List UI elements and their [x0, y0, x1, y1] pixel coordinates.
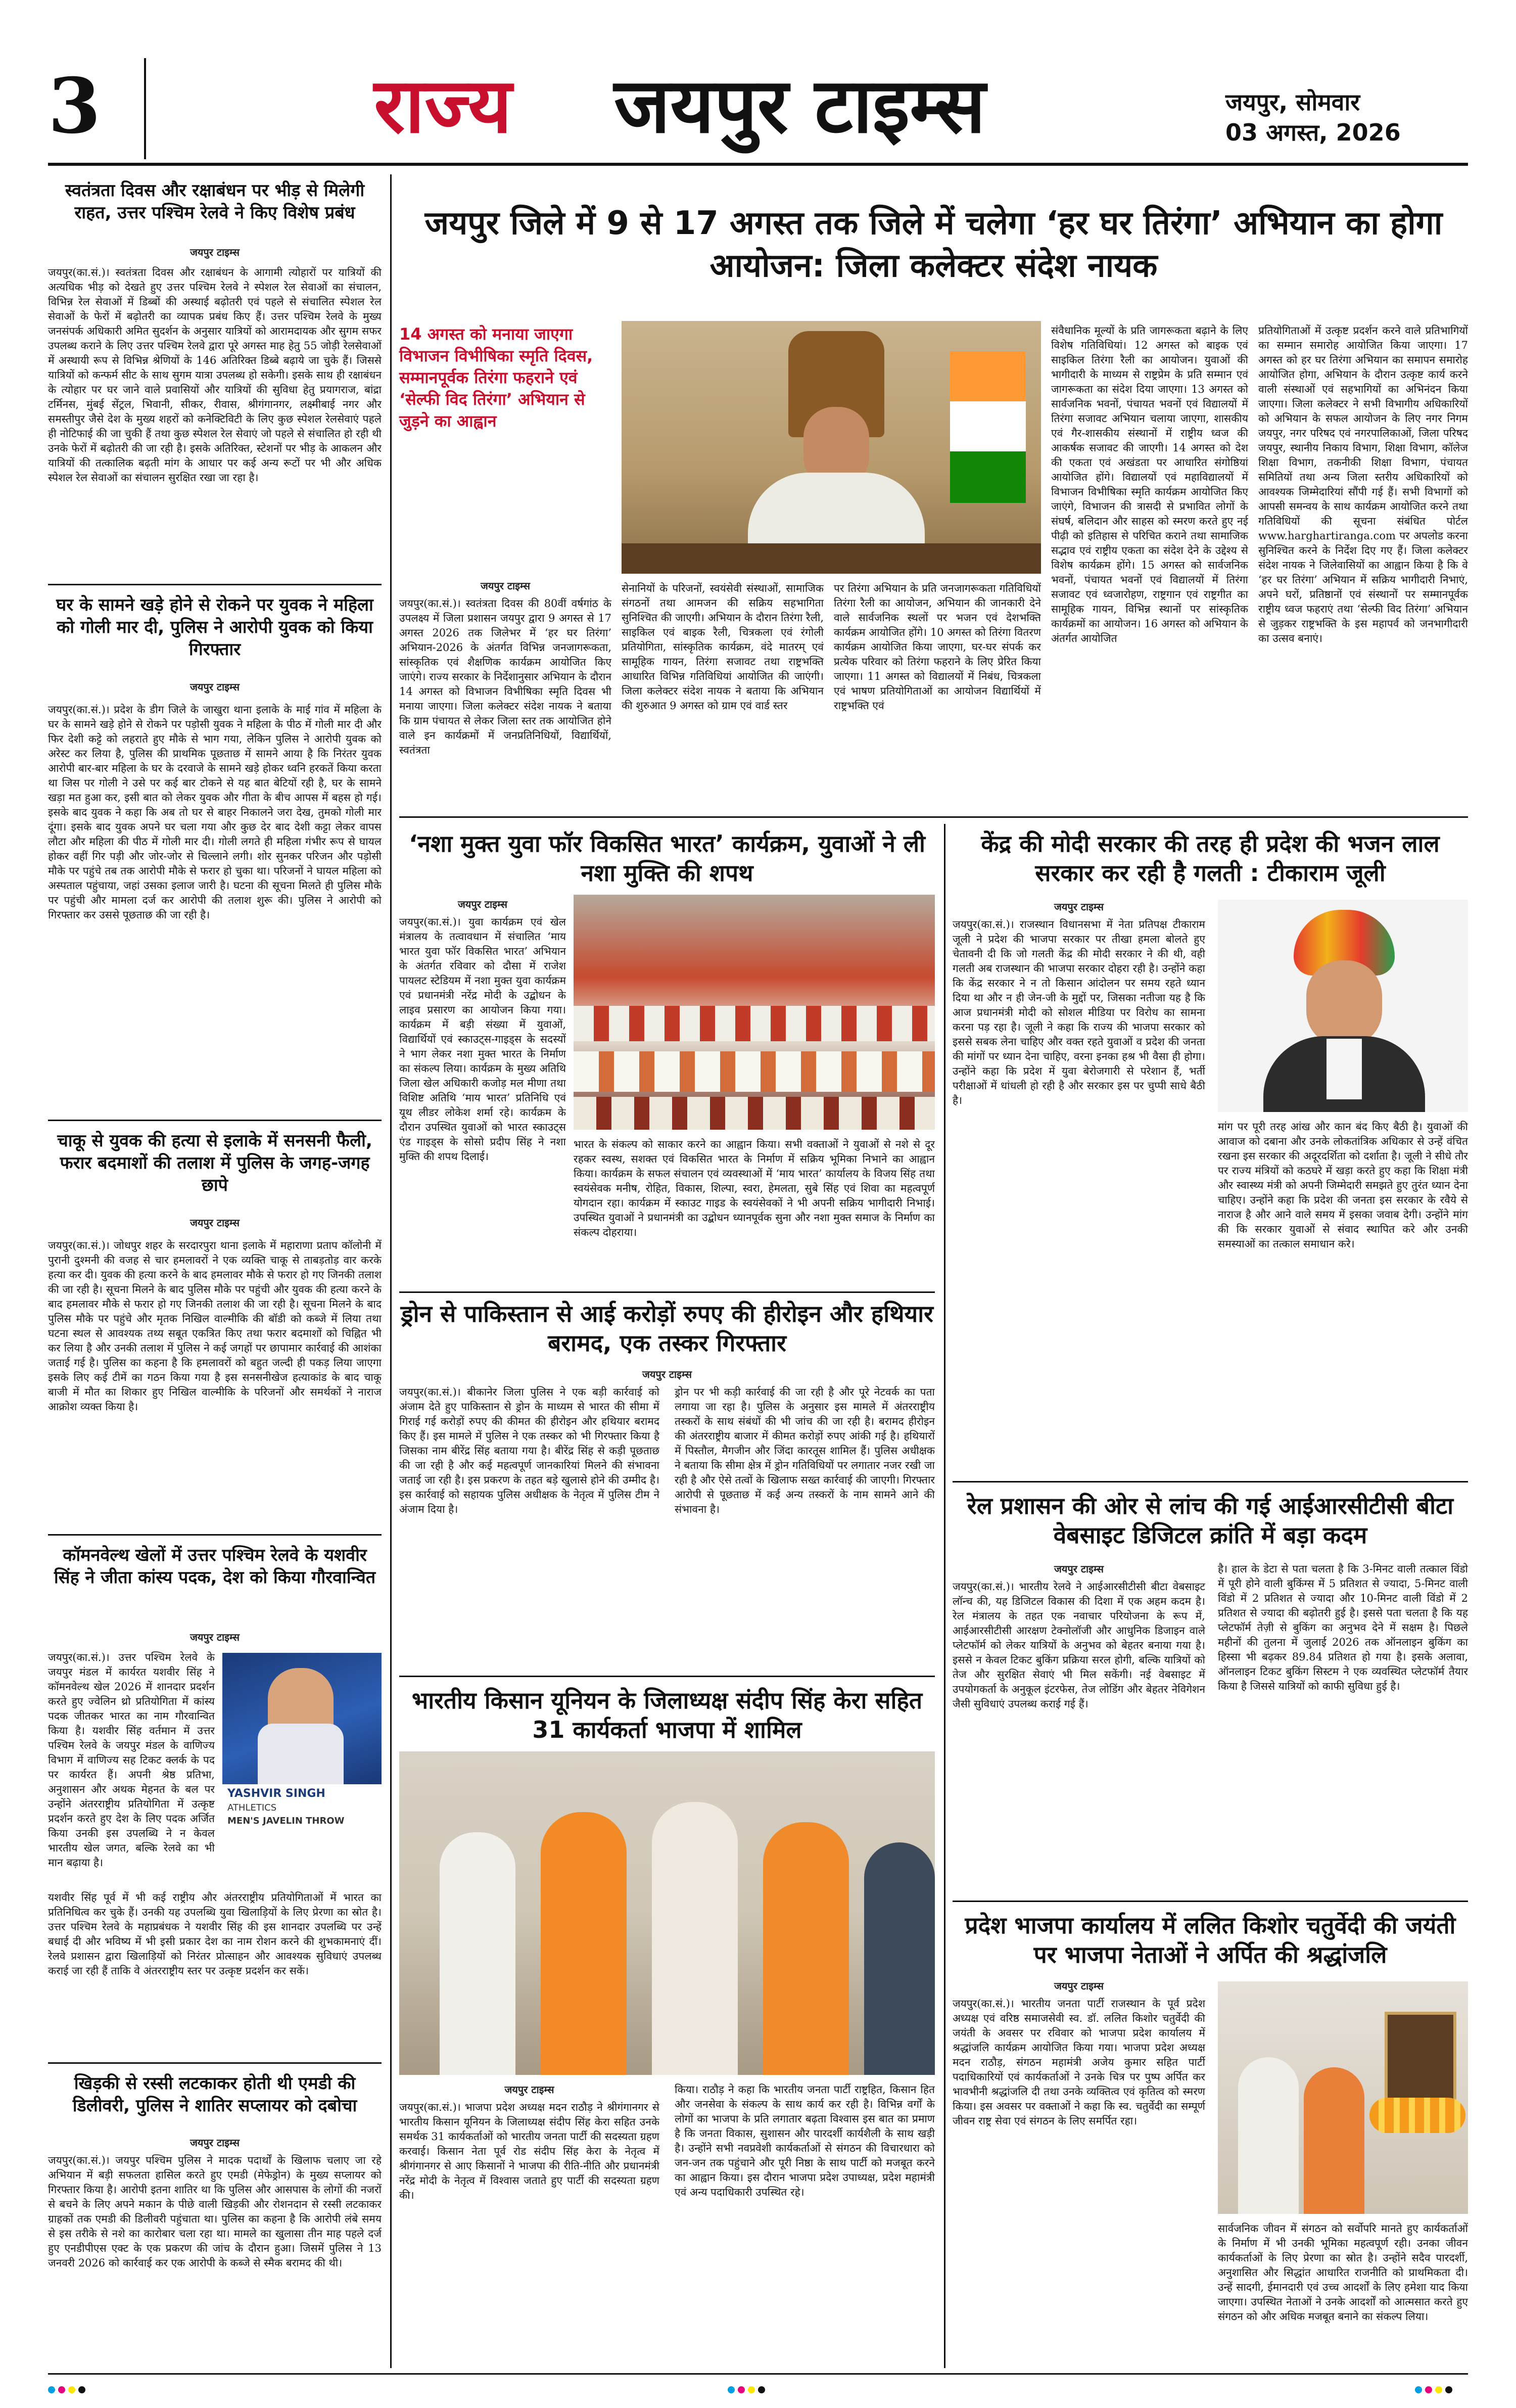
- right-headline-irctc: रेल प्रशासन की ओर से लांच की गई आईआरसीटीसी बीटा वेबसाइट डिजिटल क्रांति में बड़ा कदम: [967, 1492, 1454, 1549]
- desk-items: [622, 543, 1041, 574]
- person-5: [864, 1842, 935, 2075]
- tribute-photo: [1218, 1981, 1468, 2214]
- center-body-3b: किया। राठौड़ ने कहा कि भारतीय जनता पार्टी राष्ट्रहित, किसान हित और जनसेवा के संकल्प के साथ कार्य कर रही है। विभिन्न वर्गों के लोगों का भाजपा के प्रति लगातार बढ़ता विश्वास इस बात का प्रमाण है कि जनता विकास, सुशासन और पारदर्शी कार्यशैली के साथ खड़ी है। उन्होंने सभी नवप्रवेशी कार्यकर्ताओं से संगठन की विचारधारा को जन-जन तक पहुंचाने और पूरी निष्ठा के साथ पार्टी को मजबूत करने का आह्वान किया। इस दौरान भाजपा प्रदेश उपाध्यक्ष, प्रदेश महामंत्री एवं अन्य पदाधिकारी उपस्थित रहे।: [675, 2083, 935, 2198]
- athlete-shirt: [258, 1724, 344, 1794]
- masthead: [48, 48, 1468, 162]
- left-rule-4: [48, 2062, 382, 2064]
- leader-1: [1238, 2057, 1299, 2214]
- center-body-2b: ड्रोन पर भी कड़ी कार्रवाई की जा रही है और पूरे नेटवर्क का पता लगाया जा रहा है। पुलिस के अनुसार इस मामले में अंतरराष्ट्रीय तस्करों के साथ संबंधों की भी जांच की जा रही है। बरामद हीरोइन की अंतरराष्ट्रीय बाजार में कीमत करोड़ों रुपए आंकी गई है। हथियारों में पिस्तौल, मैगजीन और जिंदा कारतूस शामिल हैं। पुलिस अधीक्षक ने बताया कि सीमा क्षेत्र में ड्रोन गतिविधियों पर लगातार नजर रखी जा रही है और ऐसे तत्वों के खिलाफ सख्त कार्रवाई की जाएगी। गिरफ्तार आरोपी से पूछताछ में कई अन्य तस्करों के नाम सामने आने की संभावना है।: [675, 1386, 935, 1515]
- right-body-1a: जयपुर(का.सं.)। राजस्थान विधानसभा में नेता प्रतिपक्ष टीकाराम जूली ने प्रदेश की भाजपा सरकार पर तीखा हमला बोलते हुए चेतावनी दी कि जो गलती केंद्र की मोदी सरकार ने की थी, वही गलती अब राजस्थान की भाजपा सरकार दोहरा रही है। उन्होंने कहा कि केंद्र सरकार ने न तो किसान आंदोलन पर समय रहते ध्यान दिया था और न ही जेन-जी के मुद्दों पर, जिसका नतीजा यह है कि आज प्रधानमंत्री मोदी को सोशल मीडिया पर विरोध का सामना करना पड़ रहा है। जूली ने कहा कि राज्य की भाजपा सरकार को इससे सबक लेना चाहिए और वक्त रहते युवाओं व प्रदेश की जनता की मांगों पर ध्यान देना चाहिए, वरना इनका हश्र भी वैसा ही होगा। उन्होंने कहा कि प्रदेश में युवा बेरोजगारी से परेशान हैं, भर्ती परीक्षाओं में धांधली हो रही है और सरकार इस पर चुप्पी साधे बैठी है।: [953, 918, 1205, 1106]
- left-byline-2: जयपुर टाइम्स: [190, 681, 240, 693]
- left-headline-md-delivery: खिड़की से रस्सी लटकाकर होती थी एमडी की डिलीवरी, पुलिस ने शातिर सप्लायर को दबोचा: [72, 2073, 357, 2116]
- lead-body-col3: पर तिरंगा अभियान के प्रति जनजागरूकता गतिविधियों तिरंगा रैली का आयोजन, अभियान की जानकारी देने वाले सार्वजनिक स्थलों पर भजन एवं देशभक्ति कार्यक्रम आयोजित होंगे। 10 अगस्त को तिरंगा वितरण कार्यक्रम आयोजित किया जाएगा, घर-घर संपर्क कर प्रत्येक परिवार को तिरंगा फहराने के लिए प्रेरित किया जाएगा। 11 अगस्त को विद्यालयों में निबंध, चित्रकला एवं भाषण प्रतियोगिताओं का आयोजन विद्यार्थियों में राष्ट्रभक्ति एवं: [834, 582, 1041, 712]
- masthead-date: 03 अगस्त, 2026: [1225, 119, 1401, 146]
- center-byline-3: जयपुर टाइम्स: [504, 2083, 554, 2096]
- right-byline-3: जयपुर टाइम्स: [1054, 1980, 1104, 1992]
- center-byline-1: जयपुर टाइम्स: [457, 898, 508, 910]
- newspaper-title: जयपुर टाइम्स: [614, 62, 986, 150]
- masthead-divider: [144, 58, 146, 159]
- left-body-5: जयपुर(का.सं.)। जयपुर पश्चिम पुलिस ने मादक पदार्थों के खिलाफ चलाए जा रहे अभियान में बड़ी सफलता हासिल करते हुए एमडी (मेफेड्रोन) के मुख्य सप्लायर को गिरफ्तार किया है। आरोपी इतना शातिर था कि पुलिस और आसपास के लोगों की नजरों से बचने के लिए अपने मकान के पीछे वाली खिड़की और रोशनदान से रस्सी लटकाकर ग्राहकों तक एमडी की डिलीवरी पहुंचाता था। पुलिस का कहना है कि आरोपी लंबे समय से इस तरीके से नशे का कारोबार चला रहा था। मामले का खुलासा तीन माह पहले दर्ज हुए एनडीपीएस एक्ट के एक प्रकरण की जांच के दौरान हुआ। जिसमें पुलिस ने 13 जनवरी 2026 को कार्रवाई कर एक आरोपी के कब्जे से स्मैक बरामद की थी।: [48, 2154, 382, 2269]
- flower-garland: [1369, 2098, 1465, 2133]
- bottom-rule: [48, 2373, 1468, 2375]
- right-body-2b: है। हाल के डेटा से पता चलता है कि 3-मिनट वाली तत्काल विंडो में पूरी होने वाली बुकिंग्स में 5 प्रतिशत से ज्यादा, 5-मिनट वाली विंडो में 2 प्रतिशत से ज्यादा और 10-मिनट वाली विंडो में 2 प्रतिशत से ज्यादा की बढ़ोतरी हुई है। इससे पता चलता है कि यह प्लेटफॉर्म तेज़ी से बुकिंग का अनुभव देने में सक्षम है। पिछले महीनों की तुलना में जुलाई 2026 तक ऑनलाइन बुकिंग का हिस्सा भी बढ़कर 89.84 प्रतिशत हो गया है। इसके अलावा, ऑनलाइन टिकट बुकिंग सिस्टम ने एक व्यवस्थित प्लेटफॉर्म तैयार किया है जिससे यात्रियों को काफी सुविधा हुई है।: [1218, 1563, 1468, 1692]
- crowd-row-1: [574, 1006, 935, 1041]
- collector-photo: [622, 321, 1041, 574]
- portrait-frame: [1385, 2012, 1456, 2104]
- page-number: 3: [48, 62, 101, 151]
- flag-right: [950, 351, 1026, 503]
- right-rule-2: [953, 1901, 1468, 1902]
- right-headline-tikaram: केंद्र की मोदी सरकार की तरह ही प्रदेश की भजन लाल सरकार कर रही है गलती : टीकाराम जूली: [981, 830, 1440, 887]
- right-rule-1: [953, 1481, 1468, 1483]
- person-4: [763, 1822, 849, 2075]
- tikaram-photo: [1218, 900, 1468, 1112]
- right-column: [953, 824, 1468, 2368]
- center-right-rule: [944, 824, 945, 2368]
- color-registration-right: [1415, 2386, 1455, 2395]
- crowd-row-3: [574, 1097, 935, 1130]
- right-body-3b: सार्वजनिक जीवन में संगठन को सर्वोपरि मानते हुए कार्यकर्ताओं के निर्माण में भी उनकी भूमिका महत्वपूर्ण रही। उनका जीवन कार्यकर्ताओं के लिए प्रेरणा का स्रोत है। उन्होंने सदैव पारदर्शी, अनुशासित और सिद्धांत आधारित राजनीति को प्राथमिकता दी। उन्हें सादगी, ईमानदारी एवं उच्च आदर्शों के लिए हमेशा याद किया जाएगा। उपस्थित नेताओं ने उनके आदर्शों को आत्मसात करते हुए संगठन को और अधिक मजबूत बनाने का संकल्प लिया।: [1218, 2222, 1468, 2323]
- center-headline-nasha-mukt: ‘नशा मुक्त युवा फॉर विकसित भारत’ कार्यक्रम, युवाओं ने ली नशा मुक्ति की शपथ: [409, 830, 925, 887]
- person-1: [440, 1832, 515, 2075]
- left-byline-5: जयपुर टाइम्स: [190, 2137, 240, 2149]
- center-body-1b: भारत के संकल्प को साकार करने का आह्वान किया। सभी वक्ताओं ने युवाओं से नशे से दूर रहकर स्वस्थ, सशक्त एवं विकसित भारत के निर्माण में सक्रिय भूमिका निभाने का आह्वान किया। कार्यक्रम के सफल संचालन एवं व्यवस्थाओं में ‘माय भारत’ कार्यालय के विजय सिंह तथा स्वयंसेवक मनीष, रोहित, विकास, शिल्पा, स्वरा, हेमलता, सुबे सिंह एवं शिवा का महत्वपूर्ण योगदान रहा। कार्यक्रम में स्काउट गाइड के स्वयंसेवकों ने भी अपनी सक्रिय भागीदारी निभाई। उपस्थित युवाओं ने प्रधानमंत्री का उद्बोधन ध्यानपूर्वक सुना और नशा मुक्त समाज के निर्माण का संकल्प दोहराया।: [574, 1138, 935, 1238]
- left-headline-shooting: घर के सामने खड़े होने से रोकने पर युवक ने महिला को गोली मार दी, पुलिस ने आरोपी युवक को किया गिरफ्तार: [56, 595, 373, 660]
- center-headline-drone: ड्रोन से पाकिस्तान से आई करोड़ों रुपए की हीरोइन और हथियार बरामद, एक तस्कर गिरफ्तार: [401, 1300, 933, 1357]
- masthead-rule: [48, 163, 1468, 166]
- left-column: [48, 174, 382, 2368]
- left-column-rule: [390, 174, 392, 2368]
- collar: [1326, 1039, 1362, 1099]
- right-body-2a: जयपुर(का.सं.)। भारतीय रेलवे ने आईआरसीटीसी बीटा वेबसाइट लॉन्च की, यह डिजिटल विकास की दिशा में एक अहम कदम है। रेल मंत्रालय के तहत एक नवाचार परियोजना के रूप में, आईआरसीटीसी आरक्षण टेक्नोलॉजी और आधुनिक डिजाइन वाले प्लेटफॉर्म को लेकर यात्रियों के अनुभव को बेहतर बनाया गया है। इससे न केवल टिकट बुकिंग प्रक्रिया सरल होगी, बल्कि यात्रियों को तेज और सुरक्षित सेवाएं भी मिल सकेंगी। नई वेबसाइट में उपयोगकर्ता के अनुकूल इंटरफेस, तेज लोडिंग और बेहतर नेविगेशन जैसी सुविधाएं उपलब्ध कराई गई हैं।: [953, 1581, 1205, 1710]
- left-body-4a: जयपुर(का.सं.)। उत्तर पश्चिम रेलवे के जयपुर मंडल में कार्यरत यशवीर सिंह ने कॉमनवेल्थ खेल 2026 में शानदार प्रदर्शन करते हुए ज्वेलिन थ्रो प्रतियोगिता में कांस्य पदक जीतकर भारत का नाम गौरवान्वित किया है। यशवीर सिंह वर्तमान में उत्तर पश्चिम रेलवे के जयपुर मंडल के वाणिज्य विभाग में वाणिज्य सह टिकट क्लर्क के पद पर कार्यरत हैं। अपनी श्रेष्ठ प्रतिभा, अनुशासन और अथक मेहनत के बल पर उन्होंने अंतरराष्ट्रीय प्रतियोगिता में उत्कृष्ट प्रदर्शन करते हुए देश के लिए पदक अर्जित किया उनकी इस उपलब्धि ने न केवल भारतीय खेल जगत, बल्कि रेलवे का भी मान बढ़ाया है।: [48, 1651, 215, 1869]
- athlete-photo: [222, 1653, 382, 1832]
- masthead-city-day: जयपुर, सोमवार: [1225, 88, 1360, 116]
- center-column: [399, 824, 935, 2368]
- athlete-name-caption: YASHVIR SINGH: [227, 1787, 325, 1800]
- athlete-caption-bar: [222, 1784, 382, 1832]
- lead-pull-quote: [399, 323, 611, 490]
- left-body-1: जयपुर(का.सं.)। स्वतंत्रता दिवस और रक्षाबंधन के आगामी त्योहारों पर यात्रियों की अत्यधिक भीड़ को देखते हुए उत्तर पश्चिम रेलवे ने स्पेशल रेल सेवाओं का संचालन, विभिन्न रेल सेवाओं में डिब्बों की अस्थाई बढ़ोतरी एवं पहले से संचालित स्पेशल रेल सेवाओं के फेरों में बढ़ोतरी का व्यापक प्रबंध किए हैं। उत्तर पश्चिम रेलवे के मुख्य जनसंपर्क अधिकारी अमित सुदर्शन के अनुसार यात्रियों को आरामदायक और सुगम सफर उपलब्ध कराने के लिए उत्तर पश्चिम रेलवे द्वारा पूरे अगस्त माह हेतु 55 जोड़ी रेलसेवाओं में अस्थायी रूप से विभिन्न श्रेणियों के 146 अतिरिक्त डिब्बे बढ़ाये जा चुके हैं। जिससे यात्रियों को कन्फर्म सीट के साथ सुगम यात्रा उपलब्ध हो सकेगी। इसके साथ ही रक्षाबंधन के त्योहार पर घर जाने वाले प्रवासियों और यात्रियों की सुविधा हेतु प्रयागराज, बांद्रा टर्मिनस, मुंबई सेंट्रल, भिवानी, सीकर, रीवास, श्रीगंगानगर, लक्ष्मीबाई नगर और समस्तीपुर जैसे देश के मुख्य शहरों को कनेक्टिविटी के लिए कुछ स्पेशल रेलसेवाएं पहले ही नोटिफाई की जा चुकी हैं तथा कुछ स्पेशल रेल सेवाएं जो पहले से संचालित हो रही थी उनके फेरों में बढ़ोतरी की जा रही है। इसके अतिरिक्त, स्टेशनों पर भीड़ के आकलन और यात्रियों की तत्कालिक बढ़ती मांग के आधार पर कई अन्य रूटों पर भी और अधिक स्पेशल रेल सेवाओं का संचालन सुरक्षित रखा जा रहा है।: [48, 266, 382, 484]
- lead-pull-quote-text: 14 अगस्त को मनाया जाएगा विभाजन विभीषिका स्मृति दिवस, सम्मानपूर्वक तिरंगा फहराने एवं ‘सेल्फी विद तिरंगा’ अभियान से जुड़ने का आह्वान: [399, 325, 593, 431]
- center-body-3a: जयपुर(का.सं.)। भाजपा प्रदेश अध्यक्ष मदन राठौड़ ने श्रीगंगानगर से भारतीय किसान यूनियन के जिलाध्यक्ष संदीप सिंह केरा सहित उनके समर्थक 31 कार्यकर्ताओं को भारतीय जनता पार्टी की सदस्यता ग्रहण करवाई। किसान नेता पूर्व रोड संदीप सिंह केरा के नेतृत्व में श्रीगंगानगर से आए किसानों ने भाजपा की रीति-नीति और प्रधानमंत्री नरेंद्र मोदी के नेतृत्व में विश्वास जताते हुए पार्टी की सदस्यता ग्रहण की।: [399, 2101, 659, 2201]
- lead-byline: जयपुर टाइम्स: [480, 580, 531, 592]
- lead-rule: [399, 816, 1468, 818]
- left-byline-3: जयपुर टाइम्स: [190, 1217, 240, 1229]
- left-headline-stabbing: चाकू से युवक की हत्या से इलाके में सनसनी फैली, फरार बदमाशों की तलाश में पुलिस के जगह-जगह छापे: [57, 1131, 372, 1195]
- athlete-sport-caption: ATHLETICS: [227, 1802, 277, 1813]
- face: [1306, 960, 1382, 1046]
- crowd-row-2: [574, 1051, 935, 1092]
- right-headline-lalit-kishore: प्रदेश भाजपा कार्यालय में ललित किशोर चतुर्वेदी की जयंती पर भाजपा नेताओं ने अर्पित की श्रद्धांजलि: [965, 1912, 1456, 1968]
- lead-body-col2: सेनानियों के परिजनों, स्वयंसेवी संस्थाओं, सामाजिक संगठनों तथा आमजन की सक्रिय सहभागिता सुनिश्चित की जाएगी। अभियान के दौरान तिरंगा रैली, साइकिल एवं बाइक रैली, चित्रकला एवं रंगोली प्रतियोगिता, सांस्कृतिक कार्यक्रम, वंदे मातरम् एवं सामूहिक गायन, तिरंगा सजावट तथा राष्ट्रभक्ति आधारित विभिन्न गतिविधियां आयोजित की जाएंगी। जिला कलेक्टर संदेश नायक ने बताया कि अभियान की शुरुआत 9 अगस्त को ग्राम एवं वार्ड स्तर: [622, 582, 824, 712]
- youth-event-photo: [574, 895, 935, 1130]
- color-registration-center: [728, 2386, 768, 2395]
- left-body-3: जयपुर(का.सं.)। जोधपुर शहर के सरदारपुरा थाना इलाके में महाराणा प्रताप कॉलोनी में पुरानी दुश्मनी की वजह से चार हमलावरों ने एक व्यक्ति चाकू से ताबड़तोड़ वार करके हत्या कर दी। युवक की हत्या करने के बाद हमलावर मौके से फरार हो गए जिनकी तलाश की जा रही है। सूचना मिलने के बाद पुलिस मौके पर पहुंची और युवक की हत्या करने के बाद हमलावर मौके से फरार हो गए जिनकी तलाश की जा रही है। सूचना मिलने के बाद पुलिस मौके पर पहुंचे और मृतक निखिल वाल्मीकि की बॉडी को कब्जे में लिया तथा घटना स्थल से आवश्यक तथ्य सबूत एकत्रित किए तथा फरार बदमाशों को चिह्नित भी कर लिया है और उनकी तलाश में पुलिस ने कई जगहों पर छापामार कार्रवाई की आशंका जताई गई है। पुलिस का कहना है कि हमलावरों को बहुत जल्दी ही पकड़ लिया जाएगा इसके लिए कई टीमें का गठन किया गया है इस सनसनीखेज हत्याकांड के बाद चाकू बाजी में मौत का शिकार हुए निखिल वाल्मीकि के परिजनों और समर्थकों ने नाराज आक्रोश व्यक्त किया है।: [48, 1239, 382, 1413]
- left-headline-commonwealth: कॉमनवेल्थ खेलों में उत्तर पश्चिम रेलवे के यशवीर सिंह ने जीता कांस्य पदक, देश को किया गौरवान्वित: [54, 1545, 376, 1588]
- lead-headline: जयपुर जिले में 9 से 17 अगस्त तक जिले में चलेगा ‘हर घर तिरंगा’ अभियान का होगा आयोजन: जिला कलेक्टर संदेश नायक: [424, 205, 1443, 285]
- section-name: राज्य: [374, 62, 512, 150]
- right-byline-2: जयपुर टाइम्स: [1054, 1563, 1104, 1575]
- lead-body-col5: प्रतियोगिताओं में उत्कृष्ट प्रदर्शन करने वाले प्रतिभागियों का सम्मान समारोह आयोजित किया जाएगा। 17 अगस्त को हर घर तिरंगा अभियान का समापन समारोह आयोजित होगा, अभियान के दौरान उत्कृष्ट कार्य करने वाली संस्थाओं एवं सहभागियों का अभिनंदन किया जाएगा। जिला कलेक्टर ने सभी विभागीय अधिकारियों को अभियान के सफल आयोजन के लिए नगर निगम जयपुर, नगर परिषद एवं नगरपालिकाओं, जिला परिषद जयपुर, स्थानीय निकाय विभाग, शिक्षा विभाग, कॉलेज शिक्षा विभाग, तकनीकी शिक्षा विभाग, पंचायत समितियों तथा अन्य जिला स्तरीय अधिकारियों को आवश्यक जिम्मेदारियां सौंपी गई हैं। सभी विभागों को आपसी समन्वय के साथ कार्यक्रम आयोजित करने तथा गतिविधियों की सूचना संबंधित पोर्टल www.harghartiranga.com पर अपलोड करना सुनिश्चित करने के निर्देश दिए गए हैं। जिला कलेक्टर संदेश नायक ने जिलेवासियों का आह्वान किया है कि वे ‘हर घर तिरंगा’ अभियान में सक्रिय भागीदारी निभाएं, अपने घरों, प्रतिष्ठानों एवं संस्थानों पर सम्मानपूर्वक राष्ट्रीय ध्वज फहराएं तथा ‘सेल्फी विद तिरंगा’ अभियान से जुड़कर राष्ट्रभक्ति के इस महापर्व को जनभागीदारी का उत्सव बनाएं।: [1258, 325, 1468, 644]
- center-body-1a: जयपुर(का.सं.)। युवा कार्यक्रम एवं खेल मंत्रालय के तत्वावधान में संचालित ‘माय भारत युवा फॉर विकसित भारत’ अभियान के अंतर्गत रविवार को दौसा में राजेश पायलट स्टेडियम में नशा मुक्त युवा कार्यक्रम एवं प्रधानमंत्री नरेंद्र मोदी के उद्बोधन के लाइव प्रसारण का आयोजन किया गया। कार्यक्रम में बड़ी संख्या में युवाओं, विद्यार्थियों एवं स्काउट्स-गाइड्स के सदस्यों ने भाग लेकर नशा मुक्त भारत के निर्माण का संकल्प लिया। कार्यक्रम के मुख्य अतिथि जिला खेल अधिकारी कजोड़ मल मीणा तथा विशिष्ट अतिथि ‘माय भारत’ प्रतिनिधि एवं यूथ लीडर लोकेश शर्मा रहे। कार्यक्रम के दौरान उपस्थित युवाओं को भारत स्काउट्स एंड गाइड्स के सोसो प्रदीप सिंह ने नशा मुक्ति की शपथ दिलाई।: [399, 916, 566, 1163]
- lead-body-col4: संवैधानिक मूल्यों के प्रति जागरूकता बढ़ाने के लिए विशेष गतिविधियां। 12 अगस्त को बाइक एवं साइकिल तिरंगा रैली का आयोजन। युवाओं की भागीदारी के माध्यम से राष्ट्रप्रेम के प्रति सम्मान एवं जागरूकता का संदेश दिया जाएगा। 13 अगस्त को सार्वजनिक भवनों, पंचायत भवनों एवं विद्यालयों में तिरंगा सजावट अभियान चलाया जाएगा, शासकीय एवं गैर-शासकीय संस्थानों में राष्ट्रीय ध्वज की आकर्षक सजावट की जाएगी। 14 अगस्त को देश की एकता एवं अखंडता पर आधारित संगोष्ठियां आयोजित होंगे। विद्यालयों एवं महाविद्यालयों में विभाजन विभीषिका स्मृति कार्यक्रम आयोजित किए जाएंगे, विभाजन की त्रासदी से प्रभावित लोगों के संघर्ष, बलिदान और साहस को स्मरण करते हुए नई पीढ़ी को इतिहास से परिचित कराने तथा सामाजिक सद्भाव एवं राष्ट्रीय एकता का संदेश देने के उद्देश्य से विशेष कार्यक्रम होंगे। 15 अगस्त को सार्वजनिक भवनों, पंचायत भवनों एवं विद्यालयों में तिरंगा सजावट एवं ध्वजारोहण, राष्ट्रगान एवं राष्ट्रगीत का सामूहिक गायन, विभिन्न स्थानों पर सांस्कृतिक कार्यक्रमों का आयोजन। 16 अगस्त को अभियान के अंतर्गत आयोजित: [1051, 325, 1248, 644]
- center-byline-2: जयपुर टाइम्स: [642, 1368, 692, 1380]
- person-2: [541, 1812, 627, 2075]
- left-byline-4: जयपुर टाइम्स: [190, 1631, 240, 1643]
- left-rule-2: [48, 1120, 382, 1121]
- person-3: [652, 1802, 738, 2075]
- right-body-1b: मांग पर पूरी तरह आंख और कान बंद किए बैठी है। युवाओं की आवाज को दबाना और उनके लोकतांत्रिक अधिकार से उन्हें वंचित रखना इस सरकार की अदूरदर्शिता को दर्शाता है। जूली ने सीधे तौर पर राज्य मंत्रियों को कठघरे में खड़ा करते हुए कहा कि शिक्षा मंत्री और स्वास्थ्य मंत्री को अपनी जिम्मेदारी समझते हुए तुरंत ध्यान देना चाहिए। उन्होंने कहा कि प्रदेश की जनता इस सरकार के रवैये से नाराज है और आने वाले समय में इसका जवाब देगी। उन्होंने मांग की कि सरकार युवाओं से संवाद स्थापित करे और उनकी समस्याओं का तत्काल समाधान करे।: [1218, 1121, 1468, 1250]
- color-registration-left: [48, 2386, 88, 2395]
- left-rule-3: [48, 1534, 382, 1536]
- left-body-2: जयपुर(का.सं.)। प्रदेश के डीग जिले के जाखुरा थाना इलाके के माई गांव में महिला के घर के सामने खड़े होने से रोकने पर पड़ोसी युवक ने महिला के पीठ में गोली मार दी और फिर देशी कट्टे को लहराते हुए मौके से भाग गया, लेकिन पुलिस ने आरोपी युवक को अरेस्ट कर लिया है, पुलिस की प्राथमिक पूछताछ में सामने आया है कि निरंतर युवक आरोपी बार-बार महिला के घर के दरवाजे के सामने खड़े होकर ध्वनि हरकतें किया करता था जिस पर गोली ने उसे पर कई बार टोकने से यह बात बेटियों रही है, घर के सामने खड़ा मत हुआ कर, इसी बात को लेकर युवक और गीता के बीच आपस में बहस हो गई। इसके बाद युवक ने कहा कि अब तो घर से बाहर निकालने जरा देख, तुमको गोली मार दूंगा। इसके बाद युवक अपने घर चला गया और कुछ देर बाद देशी कट्टा लेकर वापस लौटा और महिला की पीठ में गोली मार दी। गोली लगते ही महिला गंभीर रूप से घायल होकर वहीं गिर पड़ी और जोर-जोर से चिल्लाने लगी। शोर सुनकर परिजन और पड़ोसी मौके पर पहुंचे तब तक आरोपी मौके से फरार हो चुका था। परिजनों ने घायल महिला को अस्पताल पहुंचाया, जहां उसका इलाज जारी है। घटना की सूचना मिलते ही पुलिस मौके पर पहुंची और मामला दर्ज कर आरोपी की तलाश शुरू की। पुलिस ने आरोपी को गिरफ्तार कर उससे पूछताछ की जा रही है।: [48, 704, 382, 921]
- left-byline-1: जयपुर टाइम्स: [190, 246, 240, 258]
- right-body-3a: जयपुर(का.सं.)। भारतीय जनता पार्टी राजस्थान के पूर्व प्रदेश अध्यक्ष एवं वरिष्ठ समाजसेवी स्व. डॉ. ललित किशोर चतुर्वेदी की जयंती के अवसर पर रविवार को भाजपा प्रदेश कार्यालय में श्रद्धांजलि कार्यक्रम आयोजित किया गया। भाजपा प्रदेश अध्यक्ष मदन राठौड़, संगठन महामंत्री अजेय कुमार सहित पार्टी पदाधिकारियों एवं कार्यकर्ताओं ने उनके चित्र पर पुष्प अर्पित कर भावभीनी श्रद्धांजलि दी तथा उनके व्यक्तित्व एवं कृतित्व को स्मरण किया। इस अवसर पर वक्ताओं ने कहा कि स्व. चतुर्वेदी का सम्पूर्ण जीवन राष्ट्र सेवा एवं संगठन के लिए समर्पित रहा।: [953, 1998, 1205, 2127]
- center-rule-2: [399, 1676, 935, 1677]
- left-body-4b: यशवीर सिंह पूर्व में भी कई राष्ट्रीय और अंतरराष्ट्रीय प्रतियोगिताओं में भारत का प्रतिनिधित्व कर चुके हैं। उनकी यह उपलब्धि युवा खिलाड़ियों के लिए प्रेरणा का स्रोत है। उत्तर पश्चिम रेलवे के महाप्रबंधक ने यशवीर सिंह की इस शानदार उपलब्धि पर उन्हें बधाई दी और भविष्य में भी इसी प्रकार देश का नाम रोशन करने की शुभकामनाएं दीं। रेलवे प्रशासन द्वारा खिलाड़ियों को निरंतर प्रोत्साहन और आवश्यक सुविधाएं उपलब्ध कराई जा रही हैं ताकि वे अंतरराष्ट्रीय स्तर पर उत्कृष्ट प्रदर्शन कर सकें।: [48, 1891, 382, 1977]
- bjp-joining-photo: [399, 1751, 935, 2075]
- leader-2: [1304, 2067, 1364, 2214]
- center-headline-kisan-union: भारतीय किसान यूनियन के जिलाध्यक्ष संदीप सिंह केरा सहित 31 कार्यकर्ता भाजपा में शामिल: [411, 1687, 923, 1743]
- center-rule-1: [399, 1291, 935, 1293]
- lead-body-col1: जयपुर(का.सं.)। स्वतंत्रता दिवस की 80वीं वर्षगांठ के उपलक्ष्य में जिला प्रशासन जयपुर द्वारा 9 अगस्त से 17 अगस्त 2026 तक जिलेभर में ‘हर घर तिरंगा’ अभियान-2026 के अंतर्गत विभिन्न जनजागरूकता, सांस्कृतिक एवं शैक्षणिक कार्यक्रम आयोजित किए जाएंगे। राज्य सरकार के निर्देशानुसार अभियान के दौरान 14 अगस्त को विभाजन विभीषिका स्मृति दिवस भी मनाया जाएगा। जिला कलेक्टर संदेश नायक ने बताया कि ग्राम पंचायत से लेकर जिला स्तर तक आयोजित होने वाले इन कार्यक्रमों में जनप्रतिनिधियों, विद्यार्थियों, स्वतंत्रता: [399, 597, 611, 756]
- athlete-event-caption: MEN'S JAVELIN THROW: [227, 1816, 345, 1826]
- left-rule-1: [48, 584, 382, 585]
- center-body-2a: जयपुर(का.सं.)। बीकानेर जिला पुलिस ने एक बड़ी कार्रवाई को अंजाम देते हुए पाकिस्तान से ड्रोन के माध्यम से भारत की सीमा में गिराई गई करोड़ों रुपए की कीमत की हीरोइन और हथियार बरामद किए हैं। इस मामले में पुलिस ने एक तस्कर को भी गिरफ्तार किया है जिसका नाम बीरेंद्र सिंह बताया गया है। बीरेंद्र सिंह से कड़ी पूछताछ की जा रही है और कई महत्वपूर्ण जानकारियां मिलने की संभावना जताई जा रही है। इस प्रकरण के तहत बड़े खुलासे होने की उम्मीद है। इस कार्रवाई को सहायक पुलिस अधीक्षक के नेतृत्व में पुलिस टीम ने अंजाम दिया है।: [399, 1386, 659, 1515]
- right-byline-1: जयपुर टाइम्स: [1054, 901, 1104, 913]
- left-headline-railway-festival: स्वतंत्रता दिवस और रक्षाबंधन पर भीड़ से मिलेगी राहत, उत्तर पश्चिम रेलवे ने किए विशेष प्रबंध: [65, 180, 365, 223]
